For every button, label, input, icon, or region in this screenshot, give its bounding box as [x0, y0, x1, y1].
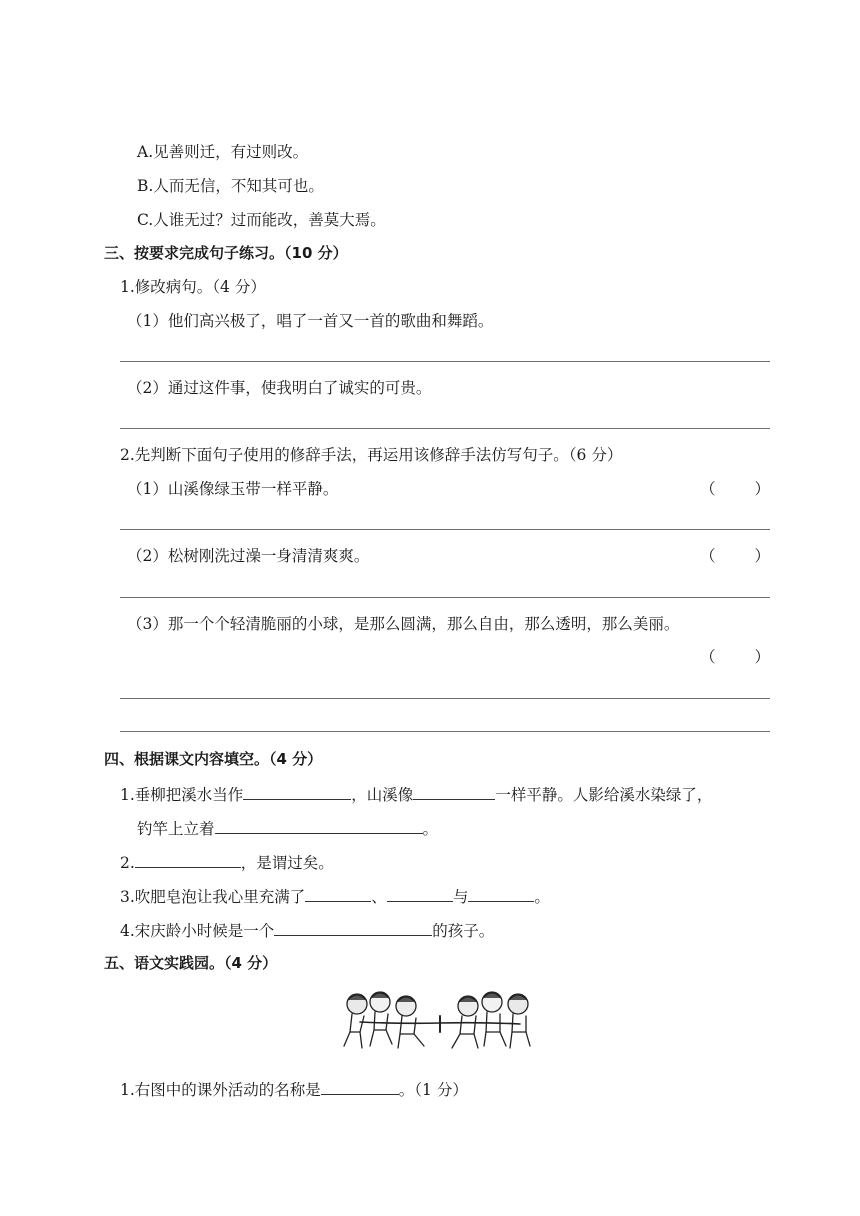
q3-2-sentence-3: （3）那一个个轻清脆丽的小球，是那么圆满，那么自由，那么透明，那么美丽。 [127, 615, 680, 633]
q4-1-line-2: 钓竿上立着 。 [137, 817, 438, 839]
answer-line[interactable] [120, 597, 770, 598]
q4-2: 2. ，是谓过矣。 [120, 851, 334, 873]
paren-close: ） [754, 547, 770, 565]
paren-close: ） [754, 480, 770, 498]
answer-line[interactable] [120, 731, 770, 732]
q5-1: 1.右图中的课外活动的名称是 。（1 分） [120, 1078, 468, 1100]
fill-blank[interactable] [274, 919, 432, 936]
q4-1-line-1: 1.垂柳把溪水当作 ，山溪像 一样平静。人影给溪水染绿了， [120, 783, 712, 805]
fill-blank[interactable] [243, 783, 351, 800]
paren-open: （ [700, 547, 716, 565]
q4-4: 4.宋庆龄小时候是一个 的孩子。 [120, 919, 494, 941]
tug-of-war-illustration [340, 986, 540, 1058]
option-c: C.人谁无过？过而能改，善莫大焉。 [137, 211, 386, 229]
fill-blank[interactable] [468, 885, 534, 902]
answer-line[interactable] [120, 529, 770, 530]
fill-blank[interactable] [321, 1078, 399, 1095]
fill-blank[interactable] [387, 885, 453, 902]
fill-blank[interactable] [413, 783, 495, 800]
paren-open: （ [700, 648, 716, 666]
q3-2-sentence-1: （1）山溪像绿玉带一样平静。 [127, 480, 339, 498]
answer-line[interactable] [120, 361, 770, 362]
fill-blank[interactable] [305, 885, 371, 902]
fill-blank[interactable] [215, 817, 423, 834]
paren-close: ） [754, 648, 770, 666]
q3-1-sentence-2: （2）通过这件事，使我明白了诚实的可贵。 [127, 379, 432, 397]
q3-1-title: 1.修改病句。（4 分） [120, 278, 266, 296]
q3-2-title: 2.先判断下面句子使用的修辞手法，再运用该修辞手法仿写句子。（6 分） [120, 446, 623, 464]
section-4-heading: 四、根据课文内容填空。（4 分） [104, 750, 323, 768]
fill-blank[interactable] [135, 851, 241, 868]
answer-line[interactable] [120, 698, 770, 699]
q4-3: 3.吹肥皂泡让我心里充满了 、 与 。 [120, 885, 550, 907]
q3-1-sentence-1: （1）他们高兴极了，唱了一首又一首的歌曲和舞蹈。 [127, 312, 494, 330]
option-b: B.人而无信，不知其可也。 [137, 177, 324, 195]
q3-2-sentence-2: （2）松树刚洗过澡一身清清爽爽。 [127, 547, 370, 565]
section-5-heading: 五、语文实践园。（4 分） [104, 954, 278, 972]
section-3-heading: 三、按要求完成句子练习。（10 分） [104, 244, 348, 262]
answer-line[interactable] [120, 428, 770, 429]
option-a: A.见善则迁，有过则改。 [137, 143, 309, 161]
paren-open: （ [700, 480, 716, 498]
